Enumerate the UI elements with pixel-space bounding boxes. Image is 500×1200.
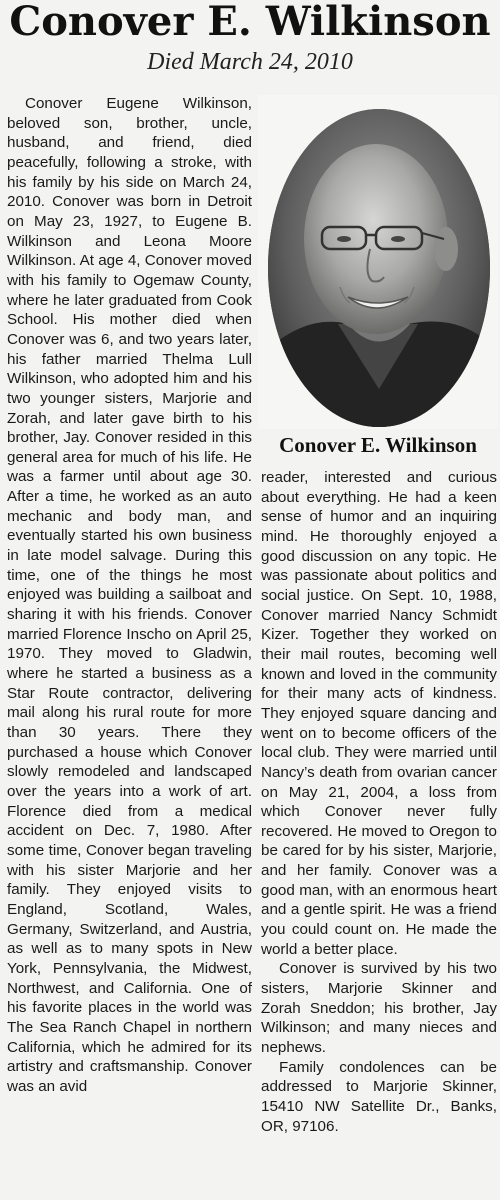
obituary-paragraph: Conover Eugene Wilkinson, beloved son, brother, uncle, husband, and friend, died peacefully, following a stroke, with his family by his side on March 24, 2010. Conover was born in Detroit on May 23, 1927, to Eugene B. Wilkinson and Leona Moore Wilkinson. At age 4, Conover moved with his family to Ogemaw County, where he later graduated from Cook School. His mother died when Conover was 6, and two years later, his father married Thelma Lull Wilkinson, who adopted him and his two younger sisters, Marjorie and Zorah, and later gave birth to his brother, Jay. Conover resided in this general area for much of his life. He was a farmer until about age 30. After a time, he worked as an auto mechanic and body man, and eventually started his own business in late model salvage. During this time, one of the things he most enjoyed was building a sailboat and sharing it with his friends. Conover married Florence Inscho on April 25, 1970. They moved to Gladwin, where he started a business as a Star Route contractor, delivering mail along his rural route for more than 30 years. There they purchased a house which Conover slowly remodeled and landscaped over the years into a work of art. Florence died from a medical accident on Dec. 7, 1980. After some time, Conover began traveling with his sister Marjorie and her family. They enjoyed visits to England, Scotland, Wales, Germany, Switzerland, and Austria, as well as to many spots in New York, Pennsylvania, the Midwest, Northwest, and California. One of his favorite places in the world was The Sea Ranch Chapel in northern California, which he admired for its artistry and craftsmanship. Conover was an avid — [7, 95, 252, 1095]
right-text-column — [261, 468, 497, 1136]
date-of-death: Died March 24, 2010 — [147, 49, 353, 75]
photo-caption: Conover E. Wilkinson — [279, 433, 477, 457]
survivors-paragraph: Conover is survived by his two sisters, Marjorie Skinner and Zorah Sneddon; his brother, Jay Wilkinson; and many nieces and nephews. — [261, 960, 497, 1057]
obituary-paragraph: reader, interested and curious about everything. He had a keen sense of humor and an inquiring mind. He thoroughly enjoyed a good discussion on any topic. He was passionate about politics and social justice. On Sept. 10, 1988, Conover married Nancy Schmidt Kizer. Together they worked on their mail routes, becoming well known and loved in the community for their many acts of kindness. They enjoyed square dancing and went on to become officers of the local club. They were married until Nancy’s death from ovarian cancer on May 21, 2004, a loss from which Conover never fully recovered. He moved to Oregon to be cared for by his sister, Marjorie, and her family. Conover was a good man, with an enormous heart and a gentle spirit. He was a friend you could count on. He made the world a better place. — [261, 469, 497, 958]
portrait-image — [268, 109, 490, 427]
portrait-photo-frame — [258, 95, 498, 429]
condolences-paragraph: Family condolences can be addressed to Marjorie Skinner, 15410 NW Satellite Dr., Banks, OR, 97106. — [261, 1058, 497, 1135]
left-text-column — [7, 94, 252, 1096]
obituary-name-headline: Conover E. Wilkinson — [9, 0, 491, 45]
portrait-photo — [268, 109, 490, 427]
